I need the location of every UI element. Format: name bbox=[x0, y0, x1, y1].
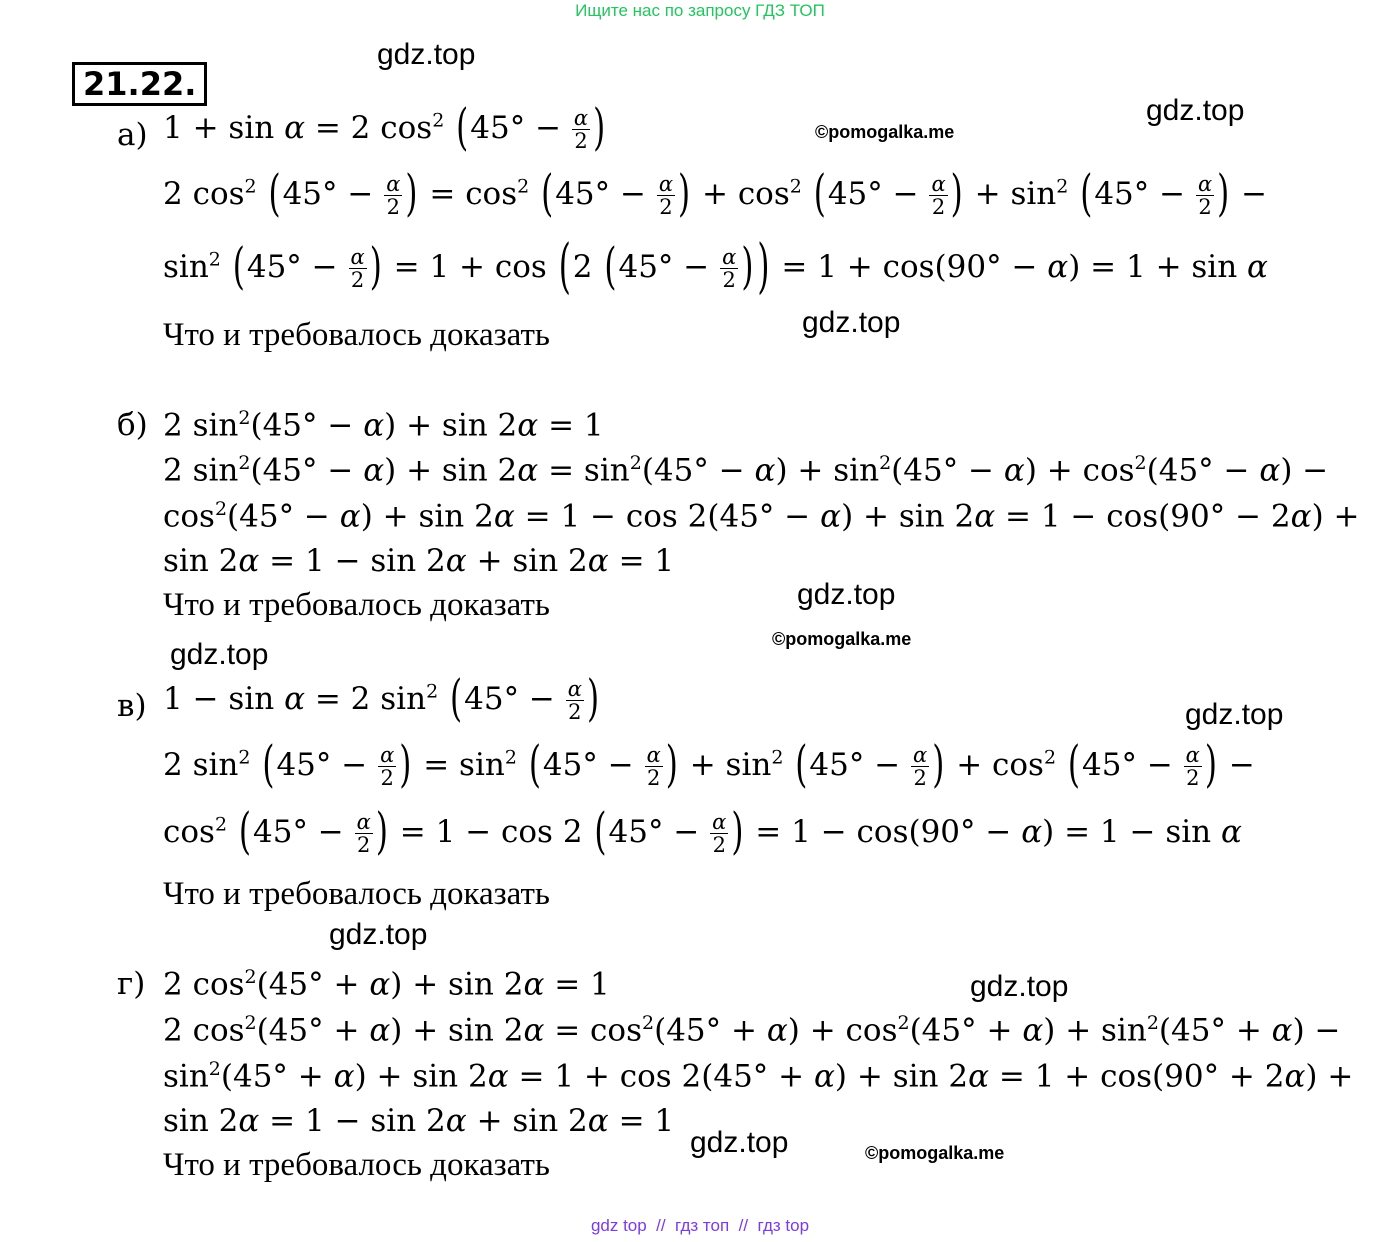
equation-line: $\cos^2(45^\circ - \alpha) + \sin 2\alpha = 1 - \cos 2(45^\circ - \alpha) + \sin 2\alpha = 1 - \cos(90^\circ - 2\alpha)$ + bbox=[163, 498, 1360, 535]
equation-line: 2 $\cos^2(45^\circ + \alpha) + \sin 2\alpha = 1$ bbox=[163, 966, 610, 1003]
part-label-b: б) bbox=[117, 407, 148, 443]
footer-links[interactable]: gdz top // гдз топ // гдз top bbox=[590, 1216, 810, 1235]
equation-line: 2 $\cos^2 (45^\circ$ − $\frac{\alpha}{2}$ ) = $\cos^2 (45^\circ$ − $\frac{\alpha}{2}$ ) + $\cos^2 (45^\circ$ − $\frac{\alpha}{2}$ ) + $\sin^2 (45^\circ$ − $\frac{\alpha}{2}$ ) − bbox=[163, 165, 1268, 223]
equation-line: 1 − sin α = 2 $\sin^2 (45^\circ$ − $\frac{\alpha}{2}$ ) bbox=[163, 670, 600, 728]
copyright-mark: ©pomogalka.me bbox=[865, 1143, 1005, 1163]
part-label-v: в) bbox=[117, 688, 147, 724]
watermark: gdz.top bbox=[690, 1126, 789, 1159]
problem-number: 21.22. bbox=[72, 62, 207, 106]
watermark: gdz.top bbox=[329, 918, 428, 951]
part-label-a: а) bbox=[117, 117, 148, 153]
equation-line: 1 + sin α = 2 $\cos^2 (45^\circ$ − $\frac{\alpha}{2}$ ) bbox=[163, 99, 606, 157]
conclusion-text: Что и требовалось доказать bbox=[163, 1147, 550, 1183]
equation-line: $\sin^2(45^\circ + \alpha) + \sin 2\alpha = 1 + \cos 2(45^\circ + \alpha) + \sin 2\alpha = 1 + \cos(90^\circ + 2\alpha)$ + bbox=[163, 1058, 1354, 1095]
copyright-mark: ©pomogalka.me bbox=[772, 629, 912, 649]
watermark: gdz.top bbox=[802, 306, 901, 339]
equation-line: $\sin^2 (45^\circ$ − $\frac{\alpha}{2}$ ) = 1 + cos (2 (45° − $\frac{\alpha}{2}$ ) ) = 1 + cos(90° − α) = 1 + sin α bbox=[163, 232, 1268, 302]
equation-line: $\cos^2 (45^\circ$ − $\frac{\alpha}{2}$ ) = 1 − cos 2 (45° − $\frac{\alpha}{2}$ ) = 1 − cos(90° − α) = 1 − sin α bbox=[163, 803, 1242, 861]
equation-line: 2 $\cos^2(45^\circ + \alpha) + \sin 2\alpha = \cos^2(45^\circ + \alpha) + \cos^2(45^\circ + \alpha) + \sin^2(45^\circ + \alpha)$ − bbox=[163, 1012, 1341, 1049]
conclusion-text: Что и требовалось доказать bbox=[163, 876, 550, 912]
watermark: gdz.top bbox=[377, 38, 476, 71]
watermark: gdz.top bbox=[170, 638, 269, 671]
copyright-mark: ©pomogalka.me bbox=[815, 122, 955, 142]
conclusion-text: Что и требовалось доказать bbox=[163, 587, 550, 623]
watermark: gdz.top bbox=[1185, 698, 1284, 731]
equation-line: sin 2α = 1 − sin 2α + sin 2α = 1 bbox=[163, 543, 675, 579]
watermark: gdz.top bbox=[797, 578, 896, 611]
watermark: gdz.top bbox=[970, 970, 1069, 1003]
part-label-g: г) bbox=[117, 966, 146, 1002]
conclusion-text: Что и требовалось доказать bbox=[163, 317, 550, 353]
equation-line: 2 $\sin^2(45^\circ - \alpha) + \sin 2\alpha = 1$ bbox=[163, 407, 604, 444]
watermark: gdz.top bbox=[1146, 94, 1245, 127]
equation-line: sin 2α = 1 − sin 2α + sin 2α = 1 bbox=[163, 1103, 675, 1139]
equation-line: 2 $\sin^2(45^\circ - \alpha) + \sin 2\alpha = \sin^2(45^\circ - \alpha) + \sin^2(45^\circ - \alpha) + \cos^2(45^\circ - \alpha)$ − bbox=[163, 452, 1329, 489]
equation-line: 2 $\sin^2 (45^\circ$ − $\frac{\alpha}{2}$ ) = $\sin^2 (45^\circ$ − $\frac{\alpha}{2}$ ) + $\sin^2 (45^\circ$ − $\frac{\alpha}{2}$ ) + $\cos^2 (45^\circ$ − $\frac{\alpha}{2}$ ) − bbox=[163, 736, 1255, 794]
top-banner: Ищите нас по запросу ГДЗ ТОП bbox=[575, 1, 825, 20]
